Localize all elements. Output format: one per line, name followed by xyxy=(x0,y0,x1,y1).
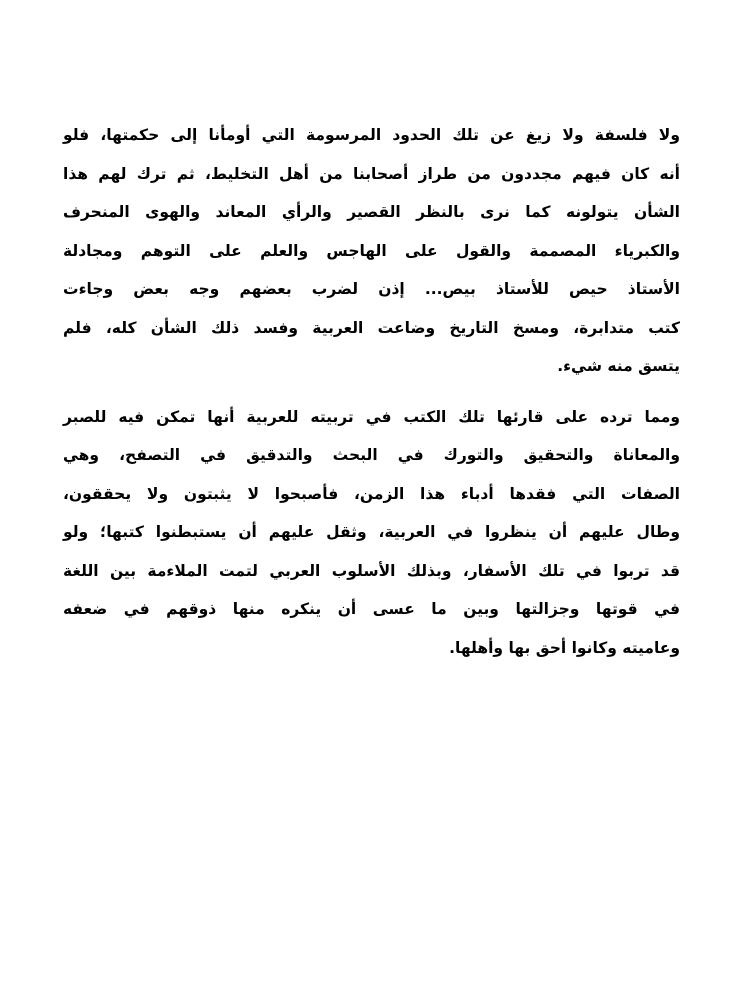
text-line: وعاميته وكانوا أحق بها وأهلها. xyxy=(449,638,680,657)
text-line: في قوتها وجزالتها وبين ما عسى أن ينكره منها ذوقهم في ضعفه xyxy=(63,600,680,618)
text-line: كتب متدابرة، ومسخ التاريخ وضاعت العربية وفسد ذلك الشأن كله، فلم xyxy=(63,318,680,337)
text-line: والمعاناة والتحقيق والتورك في البحث والتدقيق في التصفح، وهي xyxy=(63,446,680,464)
text-line: يتسق منه شيء. xyxy=(557,357,680,375)
text-line: والكبرياء المصممة والقول على الهاجس والعلم على التوهم ومجادلة xyxy=(63,241,680,260)
text-line: الصفات التي فقدها أدباء هذا الزمن، فأصبحوا لا يثبتون ولا يحققون، xyxy=(63,484,680,503)
text-line: ومما ترده على قارئها تلك الكتب في تربيته للعربية أنها تمكن فيه للصبر xyxy=(63,407,680,426)
text-line: وطال عليهم أن ينظروا في العربية، وثقل عليهم أن يستبطنوا كتبها؛ ولو xyxy=(63,523,680,541)
paragraph-1 xyxy=(63,116,680,386)
text-line: ولا فلسفة ولا زيغ عن تلك الحدود المرسومة التي أومأنا إلى حكمتها، فلو xyxy=(63,126,680,144)
text-line: أنه كان فيهم مجددون من طراز أصحابنا من أهل التخليط، ثم ترك لهم هذا xyxy=(63,164,680,183)
text-line: الشأن يتولونه كما نرى بالنظر القصير والرأي المعاند والهوى المنحرف xyxy=(63,203,680,221)
text-line: قد تربوا في تلك الأسفار، وبذلك الأسلوب العربي لتمت الملاءمة بين اللغة xyxy=(63,561,680,580)
text-line: الأستاذ حيص للأستاذ بيص... إذن لضرب بعضهم وجه بعض وجاءت xyxy=(63,280,680,298)
document-page xyxy=(63,116,680,667)
paragraph-2 xyxy=(63,398,680,668)
